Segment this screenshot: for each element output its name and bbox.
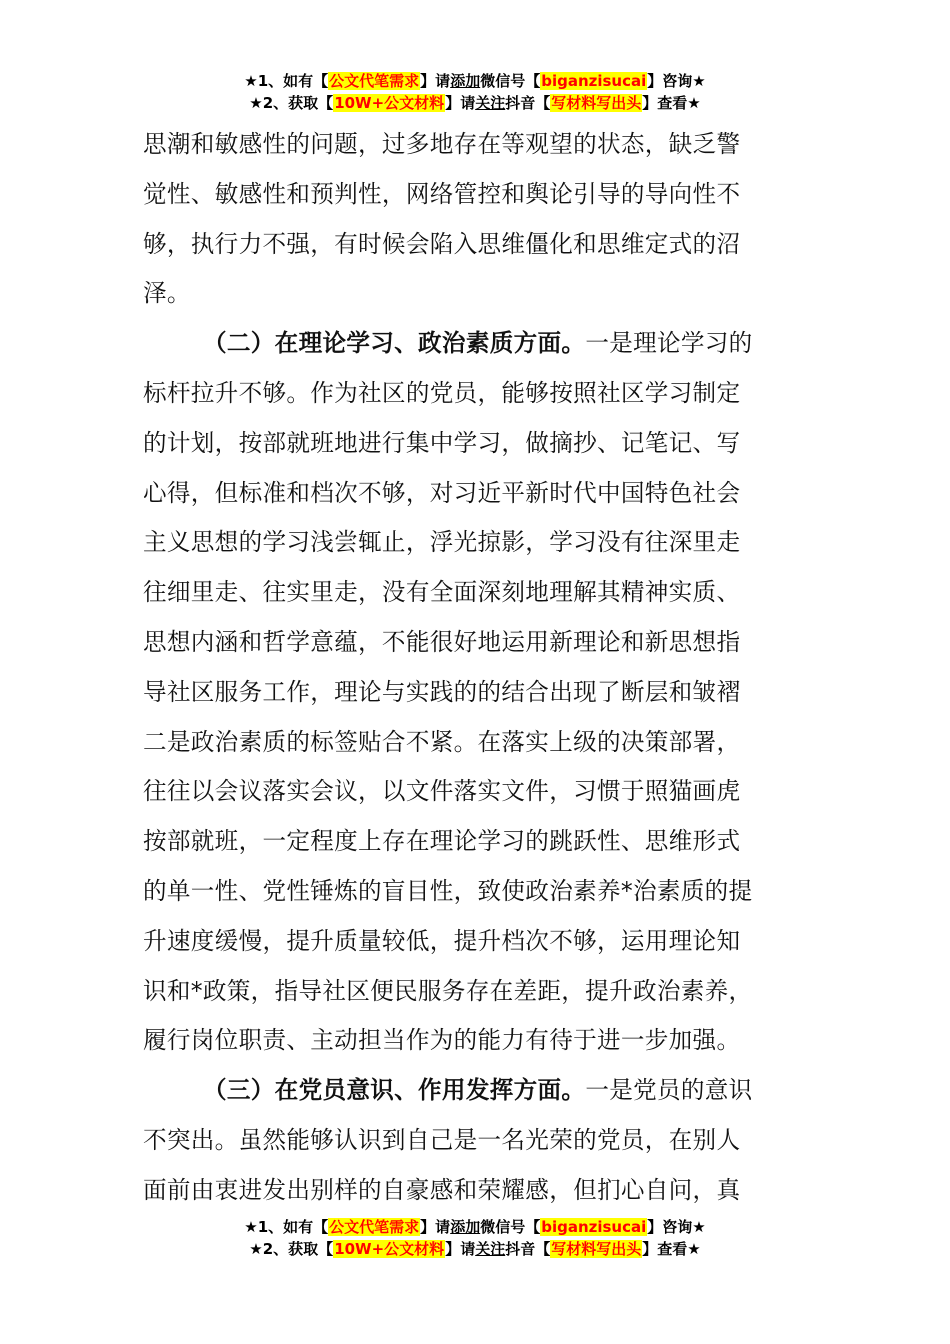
promo-text: 】查看★ bbox=[642, 1240, 701, 1258]
paragraph-line bbox=[143, 419, 807, 469]
promo-text: ★2、获取【 bbox=[249, 1240, 334, 1258]
section-heading: （三）在党员意识、作用发挥方面。 bbox=[203, 1076, 586, 1105]
paragraph-line bbox=[143, 1016, 807, 1066]
promo-text: 】请 bbox=[445, 94, 476, 112]
paragraph-line bbox=[143, 668, 807, 718]
promo-highlight: 写材料写出头 bbox=[551, 1240, 642, 1258]
paragraph-line bbox=[143, 568, 807, 618]
paragraph-text: 导社区服务工作，理论与实践的的结合出现了断层和皱褶 bbox=[143, 677, 741, 706]
promo-line-1 bbox=[0, 70, 950, 92]
promo-text: 】请 bbox=[420, 1218, 451, 1236]
paragraph-line bbox=[143, 269, 807, 319]
promo-text: 抖音【 bbox=[505, 94, 551, 112]
paragraph-text: 的计划，按部就班地进行集中学习，做摘抄、记笔记、写 bbox=[143, 428, 741, 457]
paragraph-line bbox=[143, 220, 807, 270]
paragraph-line bbox=[143, 967, 807, 1017]
paragraph-text: 够，执行力不强，有时候会陷入思维僵化和思维定式的沼 bbox=[143, 229, 741, 258]
paragraph-text: 二是政治素质的标签贴合不紧。在落实上级的决策部署， bbox=[143, 727, 741, 756]
paragraph-line bbox=[143, 120, 807, 170]
promo-highlight: 公文代笔需求 bbox=[329, 1218, 420, 1236]
promo-highlight: biganzisucai bbox=[541, 1218, 647, 1236]
paragraph-line bbox=[143, 1116, 807, 1166]
document-body bbox=[143, 120, 807, 1216]
section-heading-line bbox=[143, 319, 807, 369]
promo-line-1 bbox=[0, 1216, 950, 1238]
paragraph-line bbox=[143, 817, 807, 867]
promo-text: ★2、获取【 bbox=[249, 94, 334, 112]
promo-line-2 bbox=[0, 92, 950, 114]
paragraph-text: 主义思想的学习浅尝辄止，浮光掠影，学习没有往深里走 bbox=[143, 528, 741, 557]
paragraph-text: 面前由衷进发出别样的自豪感和荣耀感，但扪心自问，真 bbox=[143, 1175, 741, 1204]
paragraph-text: 识和*政策，指导社区便民服务存在差距，提升政治素养， bbox=[143, 976, 753, 1005]
paragraph-text: 一是党员的意识 bbox=[585, 1076, 753, 1105]
paragraph-line bbox=[143, 518, 807, 568]
promo-text: 】请 bbox=[445, 1240, 476, 1258]
promo-text: 】咨询★ bbox=[647, 1218, 706, 1236]
paragraph-line bbox=[143, 469, 807, 519]
paragraph-line bbox=[143, 767, 807, 817]
paragraph-text: 心得，但标准和档次不够，对习近平新时代中国特色社会 bbox=[143, 478, 741, 507]
footer-promo-banner bbox=[0, 1216, 950, 1260]
paragraph-line bbox=[143, 917, 807, 967]
paragraph-line bbox=[143, 618, 807, 668]
promo-highlight: 公文代笔需求 bbox=[329, 72, 420, 90]
paragraph-text: 思潮和敏感性的问题，过多地存在等观望的状态，缺乏警 bbox=[143, 130, 741, 158]
promo-highlight: 10W+公文材料 bbox=[334, 94, 445, 112]
promo-highlight: 写材料写出头 bbox=[551, 94, 642, 112]
paragraph-text: 履行岗位职责、主动担当作为的能力有待于进一步加强。 bbox=[143, 1026, 741, 1055]
promo-underlined: 关注 bbox=[475, 1240, 506, 1258]
section-heading: （二）在理论学习、政治素质方面。 bbox=[203, 329, 586, 358]
paragraph-text: 思想内涵和哲学意蕴，不能很好地运用新理论和新思想指 bbox=[143, 627, 741, 656]
paragraph-line bbox=[143, 170, 807, 220]
paragraph-text: 往细里走、往实里走，没有全面深刻地理解其精神实质、 bbox=[143, 578, 741, 607]
promo-text: 】查看★ bbox=[642, 94, 701, 112]
paragraph-text: 一是理论学习的 bbox=[585, 329, 753, 358]
paragraph-line bbox=[143, 369, 807, 419]
paragraph-line bbox=[143, 867, 807, 917]
paragraph-text: 升速度缓慢，提升质量较低，提升档次不够，运用理论知 bbox=[143, 926, 741, 955]
promo-text: 微信号【 bbox=[480, 1218, 541, 1236]
promo-underlined: 添加 bbox=[450, 1218, 481, 1236]
promo-text: 】咨询★ bbox=[647, 72, 706, 90]
paragraph-text: 觉性、敏感性和预判性，网络管控和舆论引导的导向性不 bbox=[143, 179, 741, 208]
promo-line-2 bbox=[0, 1238, 950, 1260]
paragraph-line bbox=[143, 718, 807, 768]
promo-text: 微信号【 bbox=[480, 72, 541, 90]
paragraph-text: 按部就班，一定程度上存在理论学习的跳跃性、思维形式 bbox=[143, 827, 741, 856]
paragraph-text: 标杆拉升不够。作为社区的党员，能够按照社区学习制定 bbox=[143, 378, 741, 407]
promo-underlined: 关注 bbox=[475, 94, 506, 112]
section-heading-line bbox=[143, 1066, 807, 1116]
promo-text: 抖音【 bbox=[505, 1240, 551, 1258]
paragraph-text: 往往以会议落实会议，以文件落实文件，习惯于照猫画虎 bbox=[143, 777, 741, 806]
paragraph-line bbox=[143, 1166, 807, 1216]
paragraph-text: 不突出。虽然能够认识到自己是一名光荣的党员，在别人 bbox=[143, 1125, 741, 1154]
promo-text: ★1、如有【 bbox=[244, 1218, 329, 1236]
header-promo-banner bbox=[0, 70, 950, 114]
promo-text: 】请 bbox=[420, 72, 451, 90]
promo-underlined: 添加 bbox=[450, 72, 481, 90]
promo-text: ★1、如有【 bbox=[244, 72, 329, 90]
promo-highlight: biganzisucai bbox=[541, 72, 647, 90]
paragraph-text: 的单一性、党性锤炼的盲目性，致使政治素养*治素质的提 bbox=[143, 876, 753, 905]
promo-highlight: 10W+公文材料 bbox=[334, 1240, 445, 1258]
paragraph-text: 泽。 bbox=[143, 279, 191, 308]
